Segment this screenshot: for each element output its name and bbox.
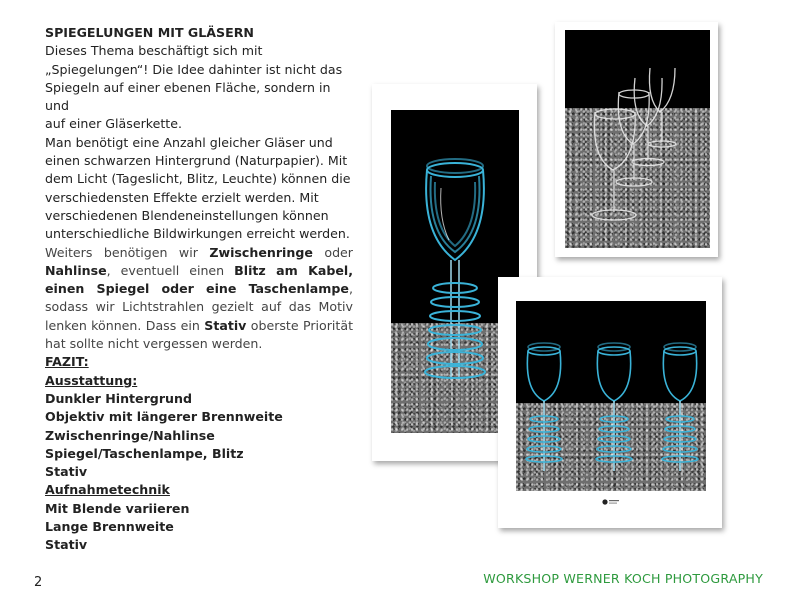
text-run: oberste Priorität hat sollte nicht vergessen werden.: [45, 317, 354, 352]
ausstattung-heading: Ausstattung:: [45, 372, 138, 388]
intro-line: verschiedenen Blendeneinstellungen können: [45, 207, 329, 223]
text-run: , eventuell einen: [106, 262, 235, 278]
bold-run: Stativ: [204, 317, 247, 333]
glasses-illustration: [565, 30, 710, 248]
three-glasses-illustration: [516, 301, 706, 491]
bold-run: Nahlinse: [45, 262, 107, 278]
intro-line: Man benötigt eine Anzahl gleicher Gläser und: [45, 134, 333, 150]
photographer-logo: [602, 498, 620, 506]
fazit-heading: FAZIT:: [45, 354, 89, 370]
equipment-paragraph: [45, 244, 353, 354]
text-run: Weiters benötigen wir: [45, 244, 210, 260]
text-run: oder: [312, 244, 353, 260]
bold-run: Blitz am Kabel, einen Spiegel oder eine Taschenlampe: [45, 262, 353, 297]
ausstattung-item: Dunkler Hintergrund: [45, 390, 192, 406]
article-heading: SPIEGELUNGEN MIT GLÄSERN: [45, 25, 254, 40]
footer-brand: WORKSHOP WERNER KOCH PHOTOGRAPHY: [483, 571, 763, 586]
page-number: 2: [34, 575, 43, 590]
ausstattung-item: Zwischenringe/Nahlinse: [45, 427, 215, 443]
photo-diagonal-glasses: [565, 30, 710, 248]
technik-item: Lange Brennweite: [45, 519, 174, 535]
intro-line: auf einer Gläserkette.: [45, 116, 182, 132]
intro-line: unterschiedliche Bildwirkungen erreicht werden.: [45, 226, 350, 242]
bold-run: Zwischenringe: [209, 244, 313, 260]
article-text: [45, 24, 353, 555]
technik-item: Stativ: [45, 537, 88, 553]
intro-line: Spiegeln auf einer ebenen Fläche, sondern in und: [45, 79, 331, 114]
ausstattung-item: Spiegel/Taschenlampe, Blitz: [45, 445, 244, 461]
photo-frame-diagonal-glasses: [555, 22, 718, 257]
intro-line: dem Licht (Tageslicht, Blitz, Leuchte) können die: [45, 171, 351, 187]
intro-line: Dieses Thema beschäftigt sich mit: [45, 43, 263, 59]
text-run: , sodass wir Lichtstrahlen gezielt auf das Motiv lenken können. Dass ein: [45, 281, 353, 333]
ausstattung-item: Objektiv mit längerer Brennweite: [45, 409, 283, 425]
ausstattung-item: Stativ: [45, 464, 88, 480]
technik-heading: Aufnahmetechnik: [45, 482, 170, 498]
intro-line: „Spiegelungen“! Die Idee dahinter ist nicht das: [45, 61, 343, 77]
photo-three-glasses: [516, 301, 706, 491]
technik-item: Mit Blende variieren: [45, 500, 190, 516]
intro-line: einen schwarzen Hintergrund (Naturpapier). Mit: [45, 153, 348, 169]
intro-line: verschiedensten Effekte erzielt werden. Mit: [45, 189, 319, 205]
photo-frame-three-glasses: [498, 277, 722, 528]
